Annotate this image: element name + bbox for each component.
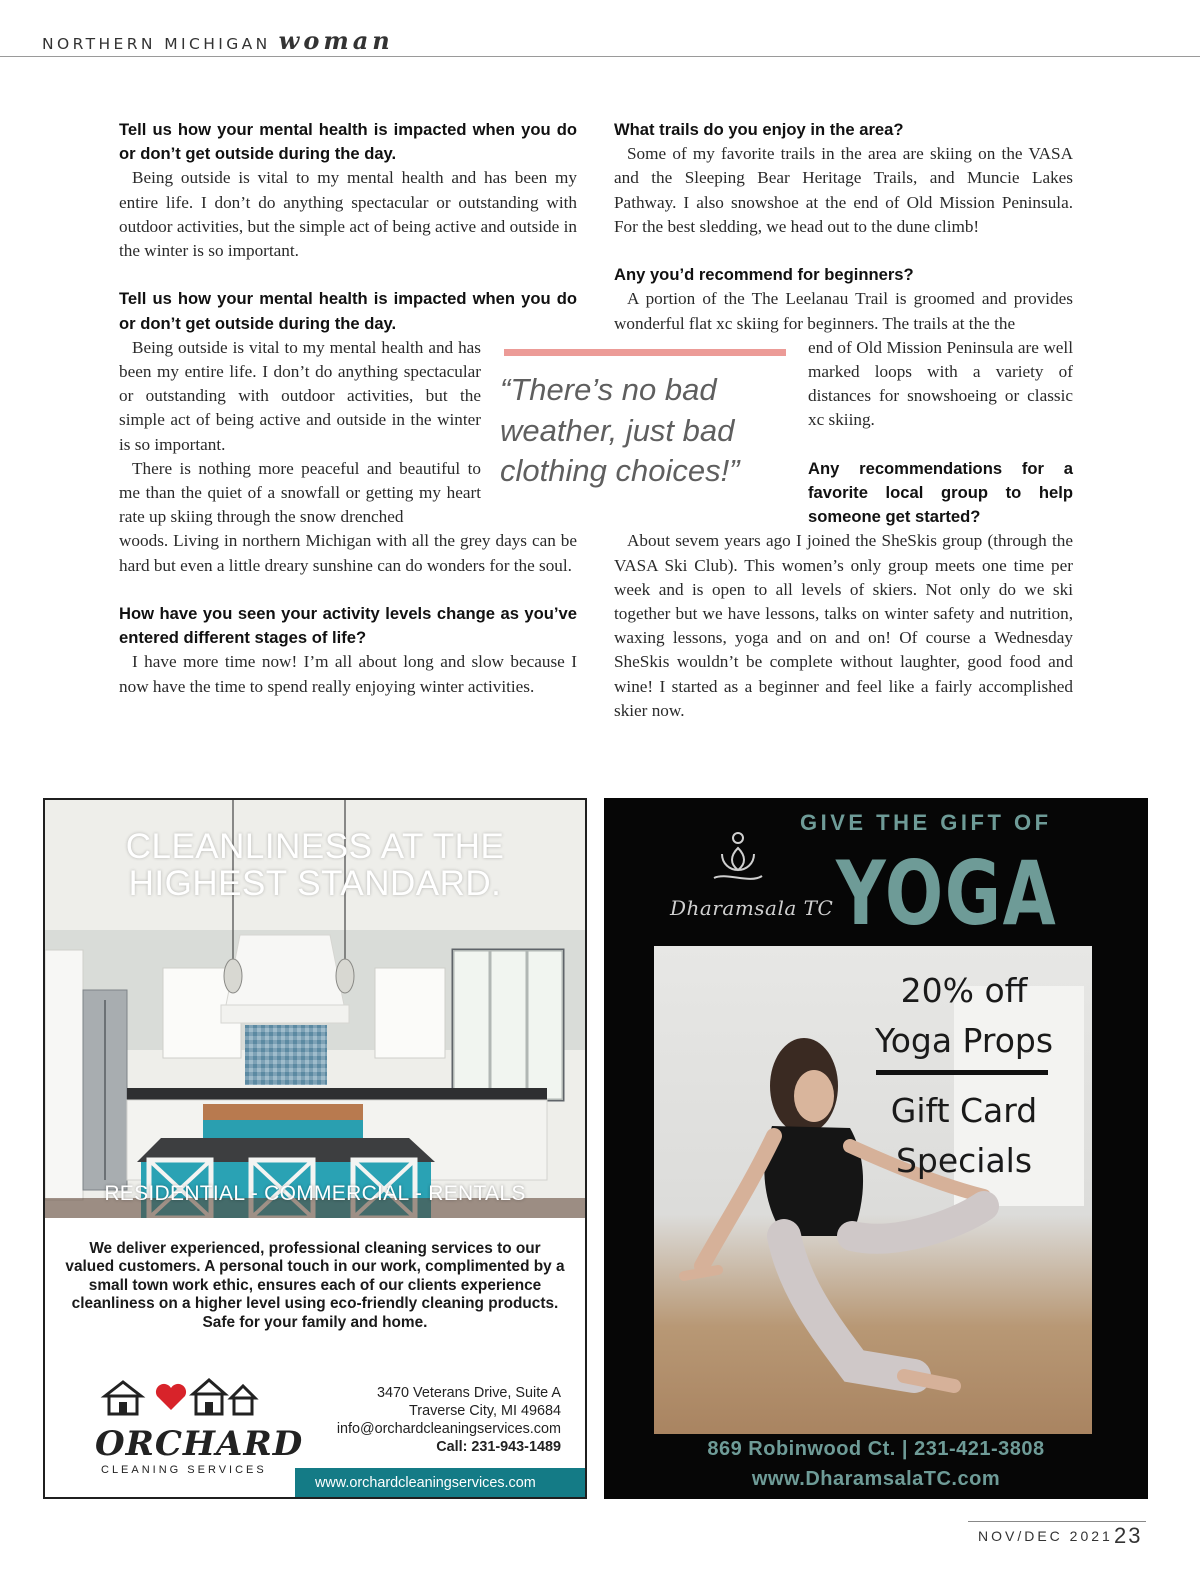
footer-divider [968,1521,1146,1522]
yoga-contact [604,1434,1148,1494]
orchard-address-line-1: 3470 Veterans Drive, Suite A [377,1385,561,1401]
lotus-icon [708,828,768,890]
yoga-photo [654,946,1092,1434]
question-heading: Tell us how your mental health is impacted when you do or don’t get outside during the day. [119,120,577,164]
issue-date: NOV/DEC 2021 [978,1528,1113,1544]
question-heading: Tell us how your mental health is impacted when you do or don’t get outside during the day. [119,289,577,333]
answer-paragraph: About sevem years ago I joined the SheSkis group (through the VASA Ski Club). This women’s only group meets one time per week and is open to all levels of skiers. Not only do we ski together but we have lessons, talks on winter safety and nutrition, waxing lessons, yoga and on and on! Of course a Wednesday SheSkis wouldn’t be complete without laughter, good food and wine! I started as a beginner and feel like a fairly accomplished skier now. [614,531,1073,720]
masthead-brand: NORTHERN MICHIGAN [42,35,271,53]
yoga-big-word: YOGA [836,842,1058,945]
pull-quote: “There’s no bad weather, just bad clothing choices!” [500,372,740,488]
question-heading: How have you seen your activity levels change as you’ve entered different stages of life? [119,604,577,648]
orchard-headline-line-2: HIGHEST STANDARD. [128,864,502,903]
orchard-contact [261,1384,561,1456]
orchard-phone[interactable]: Call: 231-943-1489 [436,1439,561,1455]
kitchen-photo [45,800,585,1218]
answer-paragraph: A portion of the The Leelanau Trail is groomed and provides wonderful flat xc skiing for beginners. The trails at the the [614,289,1073,333]
yoga-top-line: GIVE THE GIFT OF [800,810,1052,835]
masthead-script: woman [278,26,394,55]
orchard-address-line-2: Traverse City, MI 49684 [409,1403,561,1419]
orchard-website-link[interactable]: www.orchardcleaningservices.com [295,1468,585,1498]
answer-paragraph: There is nothing more peaceful and beautiful to me than the quiet of a snowfall or getting my heart rate up skiing through the snow drenched [119,458,481,527]
yoga-offer-divider [876,1070,1048,1075]
orchard-description: We deliver experienced, professional cleaning services to our valued customers. A personal touch in our work, complimented by a small town work ethic, ensures each of our clients experience cleanliness on a higher level using eco-friendly cleaning products. Safe for your family and home. [65,1240,565,1331]
page-number: 23 [1114,1523,1143,1548]
answer-paragraph: Some of my favorite trails in the area are skiing on the VASA and the Sleeping Bear Heritage Trails, and Muncie Lakes Pathway. I also snowshoe at the end of Old Mission Peninsula. For the best sledding, we head out to the dune climb! [614,144,1073,236]
answer-paragraph-continued: end of Old Mission Peninsula are well marked loops with a variety of distances for snowshoeing or classic xc skiing. [808,337,1073,430]
yoga-gift [854,1086,1074,1186]
orchard-email[interactable]: info@orchardcleaningservices.com [336,1421,561,1437]
yoga-studio-name: Dharamsala TC [670,896,834,920]
answer-paragraph: I have more time now! I’m all about long and slow because I now have the time to spend really enjoying winter activities. [119,652,577,696]
orchard-tagline: RESIDENTIAL - COMMERCIAL - RENTALS [104,1182,526,1205]
masthead [42,26,394,55]
question-heading: What trails do you enjoy in the area? [614,120,904,139]
yoga-offer-percent: 20% off [900,971,1028,1010]
orchard-logo-subtitle: CLEANING SERVICES [101,1464,267,1476]
yoga-offer [854,966,1074,1066]
answer-paragraph: Being outside is vital to my mental health and has been my entire life. I don’t do anything spectacular or outstanding with outdoor activities, but the simple act of being active and outside in the winter is so important. [119,168,577,261]
orchard-headline [45,828,585,902]
yoga-address-phone[interactable]: 869 Robinwood Ct. | 231-421-3808 [707,1438,1045,1460]
answer-paragraph-continued: woods. Living in northern Michigan with all the grey days can be hard but even a little dreary sunshine can do wonders for the soul. [119,531,577,575]
yoga-offer-item: Yoga Props [874,1021,1054,1060]
header-divider [0,56,1200,57]
answer-paragraph: Being outside is vital to my mental health and has been my entire life. I don’t do anything spectacular or outstanding with outdoor activities, but the simple act of being active and outside in the winter is so important. [119,337,481,454]
yoga-gift-line-2: Specials [895,1141,1033,1180]
question-heading: Any recommendations for a favorite local group to help someone get started? [808,458,1073,527]
question-heading: Any you’d recommend for beginners? [614,265,914,285]
yoga-website-link[interactable]: www.DharamsalaTC.com [751,1468,1001,1490]
orchard-logo-name: ORCHARD [95,1424,304,1464]
orchard-cleaning-ad[interactable] [43,798,587,1499]
orchard-logo [65,1378,304,1478]
yoga-gift-line-1: Gift Card [890,1091,1038,1130]
dharamsala-yoga-ad[interactable] [604,798,1148,1499]
orchard-headline-line-1: CLEANLINESS AT THE [125,827,505,866]
pull-quote-rule [504,349,786,356]
